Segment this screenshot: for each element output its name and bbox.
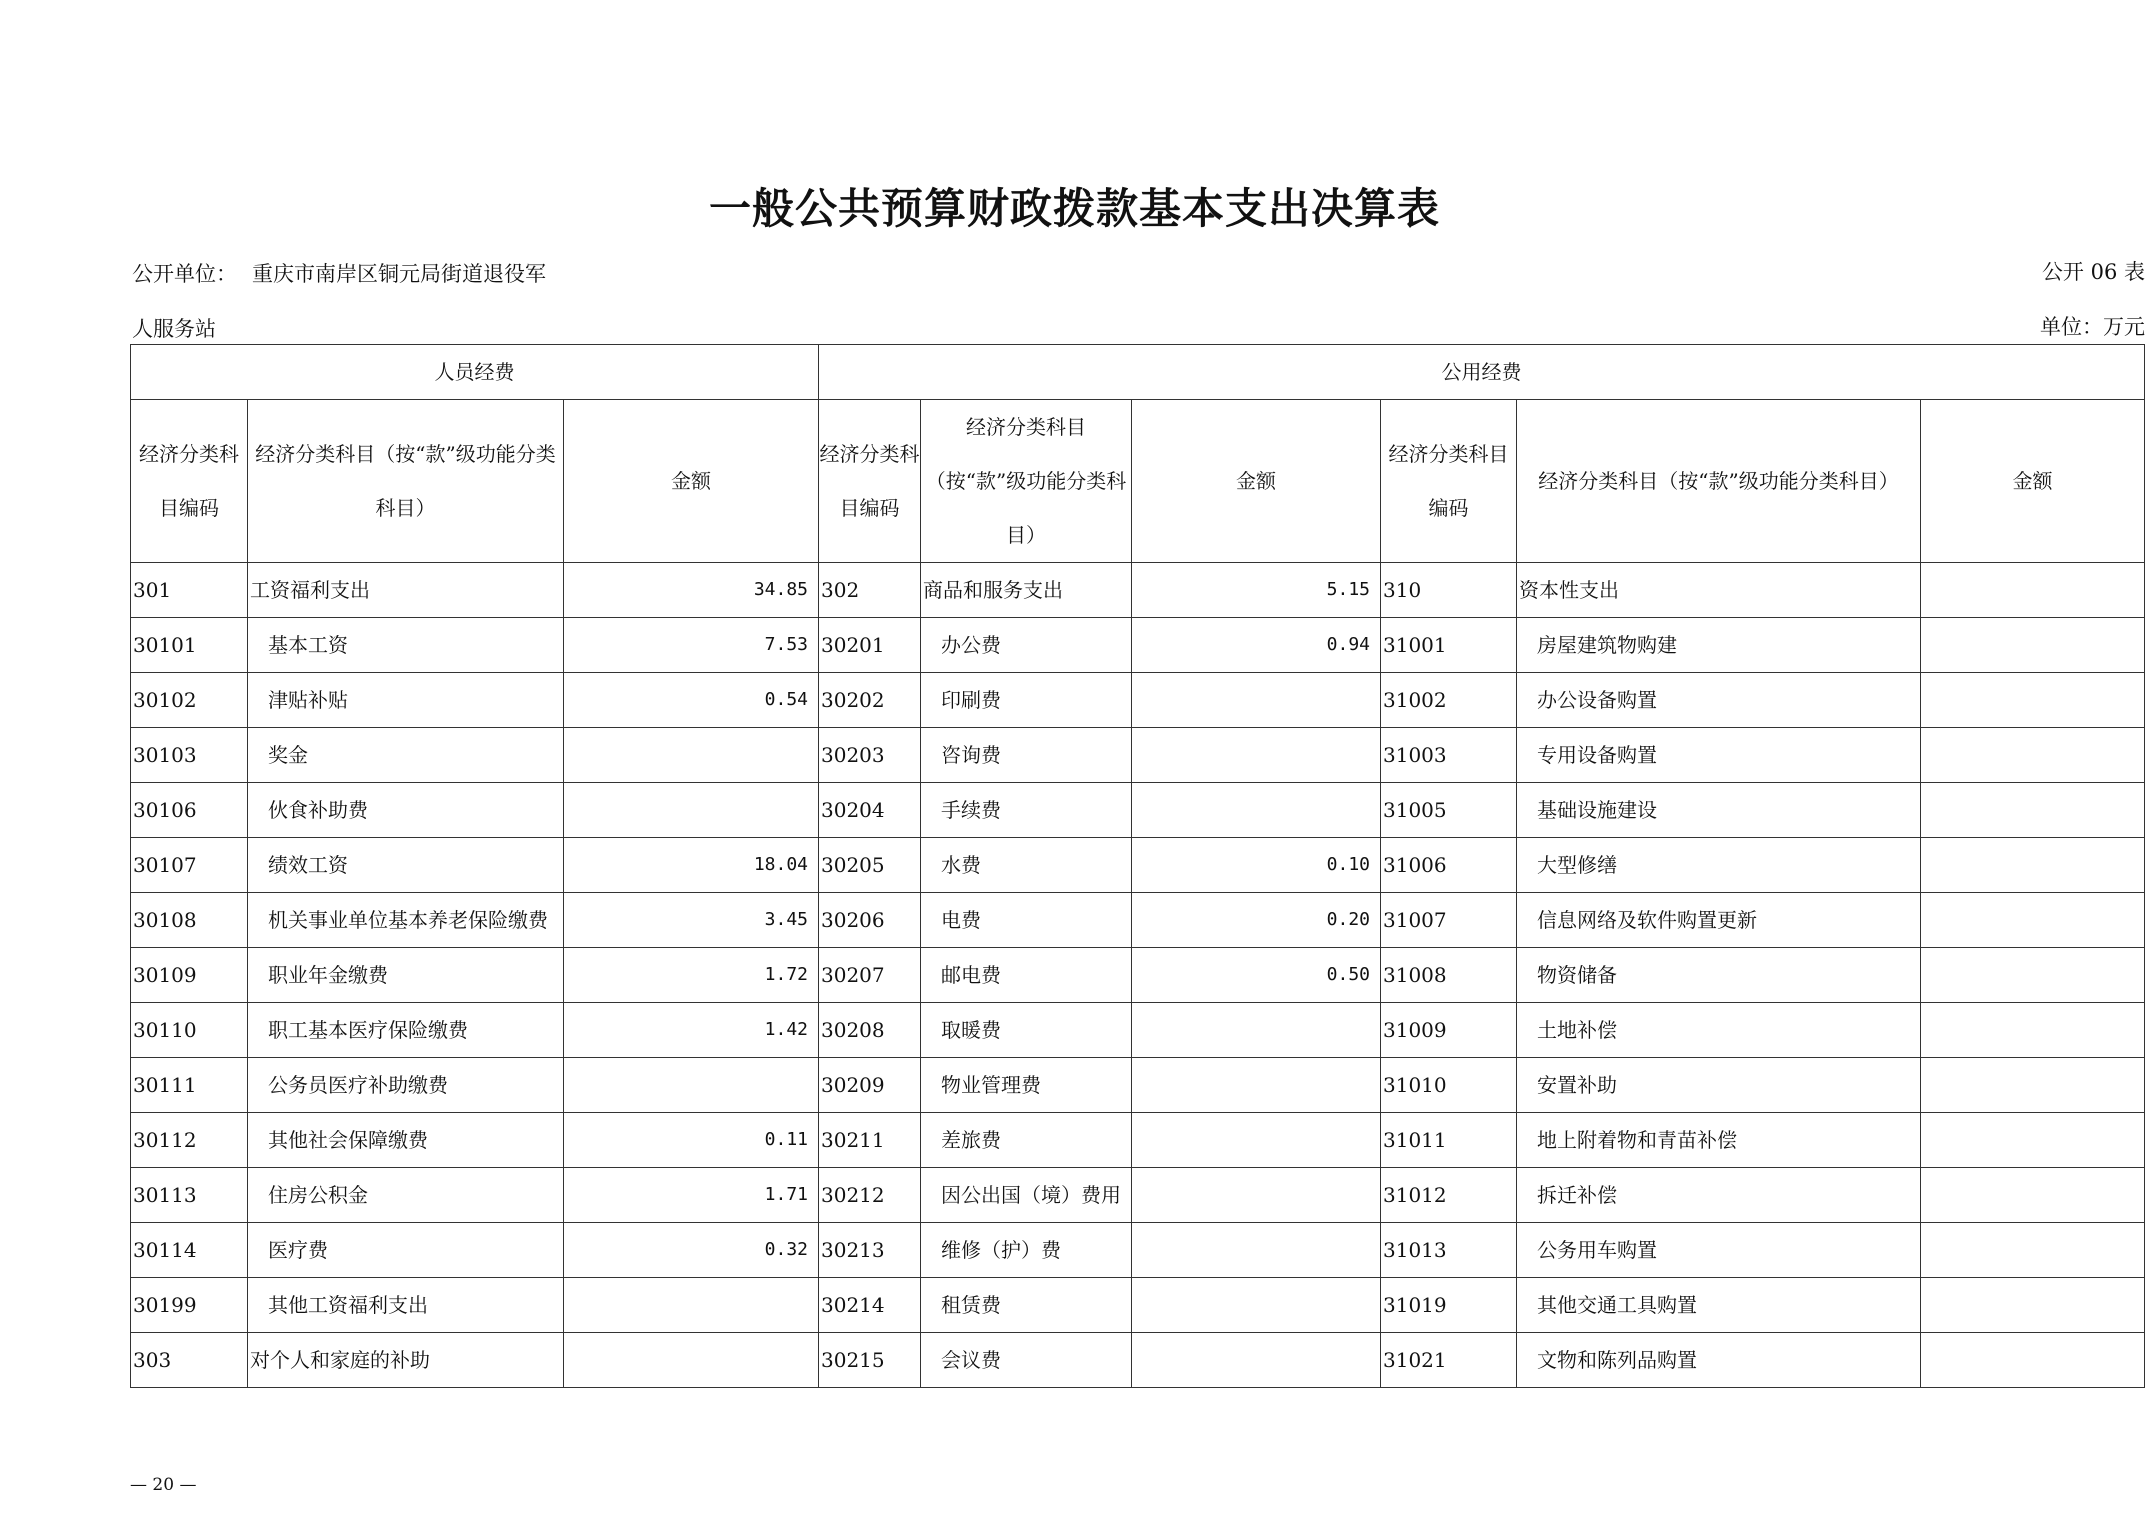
cell-personnel-name: 基本工资 bbox=[248, 618, 564, 673]
table-row bbox=[131, 948, 2145, 1003]
cell-personnel-amount bbox=[564, 783, 819, 838]
cell-personnel-code: 30107 bbox=[131, 838, 248, 893]
cell-commodity-amount: 0.94 bbox=[1132, 618, 1381, 673]
cell-personnel-code: 30109 bbox=[131, 948, 248, 1003]
cell-capital-amount bbox=[1921, 563, 2145, 618]
cell-commodity-code: 30205 bbox=[819, 838, 921, 893]
cell-personnel-code: 30106 bbox=[131, 783, 248, 838]
cell-commodity-code: 30204 bbox=[819, 783, 921, 838]
cell-capital-name: 地上附着物和青苗补偿 bbox=[1517, 1113, 1921, 1168]
cell-commodity-amount bbox=[1132, 728, 1381, 783]
cell-commodity-amount bbox=[1132, 1278, 1381, 1333]
cell-capital-name: 专用设备购置 bbox=[1517, 728, 1921, 783]
table-row bbox=[131, 838, 2145, 893]
col-personnel-name: 经济分类科目（按“款”级功能分类科目） bbox=[248, 400, 564, 563]
cell-personnel-amount: 3.45 bbox=[564, 893, 819, 948]
table-row bbox=[131, 1113, 2145, 1168]
cell-capital-name: 基础设施建设 bbox=[1517, 783, 1921, 838]
cell-capital-name: 土地补偿 bbox=[1517, 1003, 1921, 1058]
cell-commodity-amount bbox=[1132, 1168, 1381, 1223]
table-row bbox=[131, 728, 2145, 783]
cell-capital-amount bbox=[1921, 1333, 2145, 1388]
table-row bbox=[131, 893, 2145, 948]
table-row bbox=[131, 1003, 2145, 1058]
page-number: — 20 — bbox=[130, 1475, 197, 1495]
cell-personnel-code: 30199 bbox=[131, 1278, 248, 1333]
col-personnel-amount: 金额 bbox=[564, 400, 819, 563]
cell-capital-amount bbox=[1921, 783, 2145, 838]
cell-capital-code: 31008 bbox=[1381, 948, 1517, 1003]
cell-capital-code: 31021 bbox=[1381, 1333, 1517, 1388]
cell-commodity-code: 30213 bbox=[819, 1223, 921, 1278]
cell-capital-amount bbox=[1921, 1168, 2145, 1223]
cell-capital-name: 文物和陈列品购置 bbox=[1517, 1333, 1921, 1388]
cell-commodity-code: 30207 bbox=[819, 948, 921, 1003]
cell-commodity-amount: 0.20 bbox=[1132, 893, 1381, 948]
cell-capital-code: 31013 bbox=[1381, 1223, 1517, 1278]
table-row bbox=[131, 1223, 2145, 1278]
cell-personnel-amount: 0.32 bbox=[564, 1223, 819, 1278]
page-title: 一般公共预算财政拨款基本支出决算表 bbox=[708, 184, 1440, 233]
table-row bbox=[131, 563, 2145, 618]
cell-commodity-name: 差旅费 bbox=[921, 1113, 1132, 1168]
cell-commodity-amount: 5.15 bbox=[1132, 563, 1381, 618]
cell-personnel-code: 30108 bbox=[131, 893, 248, 948]
cell-capital-name: 大型修缮 bbox=[1517, 838, 1921, 893]
cell-personnel-code: 30102 bbox=[131, 673, 248, 728]
cell-capital-name: 资本性支出 bbox=[1517, 563, 1921, 618]
cell-commodity-amount bbox=[1132, 1113, 1381, 1168]
cell-personnel-code: 30113 bbox=[131, 1168, 248, 1223]
cell-commodity-code: 30211 bbox=[819, 1113, 921, 1168]
cell-personnel-amount bbox=[564, 1058, 819, 1113]
table-row bbox=[131, 673, 2145, 728]
cell-capital-amount bbox=[1921, 618, 2145, 673]
cell-personnel-name: 对个人和家庭的补助 bbox=[248, 1333, 564, 1388]
cell-personnel-amount: 1.72 bbox=[564, 948, 819, 1003]
cell-personnel-amount bbox=[564, 1278, 819, 1333]
cell-personnel-code: 30110 bbox=[131, 1003, 248, 1058]
cell-personnel-amount: 0.54 bbox=[564, 673, 819, 728]
cell-commodity-name: 印刷费 bbox=[921, 673, 1132, 728]
cell-personnel-name: 工资福利支出 bbox=[248, 563, 564, 618]
col-capital-name: 经济分类科目（按“款”级功能分类科目） bbox=[1517, 400, 1921, 563]
cell-capital-amount bbox=[1921, 1058, 2145, 1113]
cell-capital-code: 31011 bbox=[1381, 1113, 1517, 1168]
cell-commodity-code: 302 bbox=[819, 563, 921, 618]
unit-name: 重庆市南岸区铜元局街道退役军 bbox=[252, 262, 546, 286]
cell-commodity-amount bbox=[1132, 673, 1381, 728]
cell-capital-name: 其他交通工具购置 bbox=[1517, 1278, 1921, 1333]
cell-commodity-name: 水费 bbox=[921, 838, 1132, 893]
cell-personnel-name: 机关事业单位基本养老保险缴费 bbox=[248, 893, 564, 948]
group-public: 公用经费 bbox=[819, 345, 2145, 400]
cell-commodity-amount bbox=[1132, 1333, 1381, 1388]
cell-personnel-amount: 34.85 bbox=[564, 563, 819, 618]
cell-personnel-name: 住房公积金 bbox=[248, 1168, 564, 1223]
cell-personnel-code: 30114 bbox=[131, 1223, 248, 1278]
cell-personnel-name: 绩效工资 bbox=[248, 838, 564, 893]
cell-capital-name: 信息网络及软件购置更新 bbox=[1517, 893, 1921, 948]
cell-commodity-amount: 0.10 bbox=[1132, 838, 1381, 893]
cell-personnel-name: 奖金 bbox=[248, 728, 564, 783]
cell-commodity-name: 咨询费 bbox=[921, 728, 1132, 783]
table-row bbox=[131, 618, 2145, 673]
col-capital-amount: 金额 bbox=[1921, 400, 2145, 563]
cell-commodity-name: 维修（护）费 bbox=[921, 1223, 1132, 1278]
cell-commodity-code: 30202 bbox=[819, 673, 921, 728]
column-header-row bbox=[131, 400, 2145, 563]
cell-capital-code: 31003 bbox=[1381, 728, 1517, 783]
expenditure-table bbox=[130, 344, 2145, 1388]
cell-commodity-code: 30215 bbox=[819, 1333, 921, 1388]
unit-label: 公开单位： bbox=[132, 262, 237, 286]
cell-personnel-name: 公务员医疗补助缴费 bbox=[248, 1058, 564, 1113]
cell-personnel-code: 301 bbox=[131, 563, 248, 618]
group-header-row bbox=[131, 345, 2145, 400]
table-row bbox=[131, 1333, 2145, 1388]
cell-commodity-name: 邮电费 bbox=[921, 948, 1132, 1003]
cell-personnel-amount bbox=[564, 1333, 819, 1388]
cell-capital-code: 31002 bbox=[1381, 673, 1517, 728]
cell-personnel-amount: 7.53 bbox=[564, 618, 819, 673]
unit-name-continued: 人服务站 bbox=[132, 317, 216, 341]
cell-commodity-name: 手续费 bbox=[921, 783, 1132, 838]
cell-capital-name: 拆迁补偿 bbox=[1517, 1168, 1921, 1223]
cell-commodity-name: 办公费 bbox=[921, 618, 1132, 673]
cell-commodity-amount: 0.50 bbox=[1132, 948, 1381, 1003]
cell-commodity-name: 租赁费 bbox=[921, 1278, 1132, 1333]
col-commodity-amount: 金额 bbox=[1132, 400, 1381, 563]
table-row bbox=[131, 783, 2145, 838]
col-capital-code: 经济分类科目编码 bbox=[1381, 400, 1517, 563]
cell-capital-code: 31019 bbox=[1381, 1278, 1517, 1333]
col-commodity-code: 经济分类科目编码 bbox=[819, 400, 921, 563]
cell-personnel-name: 医疗费 bbox=[248, 1223, 564, 1278]
cell-personnel-code: 303 bbox=[131, 1333, 248, 1388]
col-personnel-code: 经济分类科目编码 bbox=[131, 400, 248, 563]
cell-capital-amount bbox=[1921, 1113, 2145, 1168]
cell-capital-code: 31006 bbox=[1381, 838, 1517, 893]
cell-commodity-name: 因公出国（境）费用 bbox=[921, 1168, 1132, 1223]
cell-capital-code: 31005 bbox=[1381, 783, 1517, 838]
cell-capital-code: 31001 bbox=[1381, 618, 1517, 673]
table-row bbox=[131, 1058, 2145, 1113]
cell-capital-amount bbox=[1921, 893, 2145, 948]
cell-personnel-name: 其他社会保障缴费 bbox=[248, 1113, 564, 1168]
col-commodity-name: 经济分类科目（按“款”级功能分类科目） bbox=[921, 400, 1132, 563]
cell-commodity-code: 30208 bbox=[819, 1003, 921, 1058]
cell-commodity-code: 30212 bbox=[819, 1168, 921, 1223]
cell-commodity-code: 30206 bbox=[819, 893, 921, 948]
cell-commodity-name: 取暖费 bbox=[921, 1003, 1132, 1058]
cell-commodity-code: 30201 bbox=[819, 618, 921, 673]
cell-commodity-name: 物业管理费 bbox=[921, 1058, 1132, 1113]
cell-personnel-name: 职业年金缴费 bbox=[248, 948, 564, 1003]
table-row bbox=[131, 1278, 2145, 1333]
form-number: 公开 06 表 bbox=[2041, 260, 2145, 284]
cell-personnel-code: 30103 bbox=[131, 728, 248, 783]
cell-commodity-amount bbox=[1132, 1058, 1381, 1113]
cell-personnel-amount: 1.71 bbox=[564, 1168, 819, 1223]
cell-capital-code: 31010 bbox=[1381, 1058, 1517, 1113]
cell-personnel-name: 伙食补助费 bbox=[248, 783, 564, 838]
cell-capital-amount bbox=[1921, 1223, 2145, 1278]
cell-capital-code: 31009 bbox=[1381, 1003, 1517, 1058]
cell-personnel-code: 30101 bbox=[131, 618, 248, 673]
cell-capital-code: 310 bbox=[1381, 563, 1517, 618]
cell-personnel-name: 职工基本医疗保险缴费 bbox=[248, 1003, 564, 1058]
cell-personnel-name: 其他工资福利支出 bbox=[248, 1278, 564, 1333]
cell-capital-name: 房屋建筑物购建 bbox=[1517, 618, 1921, 673]
cell-capital-name: 物资储备 bbox=[1517, 948, 1921, 1003]
cell-personnel-amount: 1.42 bbox=[564, 1003, 819, 1058]
cell-commodity-name: 商品和服务支出 bbox=[921, 563, 1132, 618]
cell-personnel-name: 津贴补贴 bbox=[248, 673, 564, 728]
money-unit: 单位：万元 bbox=[2040, 315, 2145, 339]
cell-capital-code: 31012 bbox=[1381, 1168, 1517, 1223]
cell-capital-amount bbox=[1921, 673, 2145, 728]
cell-commodity-amount bbox=[1132, 1003, 1381, 1058]
cell-capital-name: 办公设备购置 bbox=[1517, 673, 1921, 728]
cell-commodity-name: 电费 bbox=[921, 893, 1132, 948]
cell-capital-amount bbox=[1921, 948, 2145, 1003]
cell-commodity-code: 30203 bbox=[819, 728, 921, 783]
cell-capital-amount bbox=[1921, 838, 2145, 893]
cell-capital-code: 31007 bbox=[1381, 893, 1517, 948]
cell-commodity-amount bbox=[1132, 1223, 1381, 1278]
group-personnel: 人员经费 bbox=[131, 345, 819, 400]
cell-capital-amount bbox=[1921, 1003, 2145, 1058]
cell-commodity-code: 30214 bbox=[819, 1278, 921, 1333]
cell-capital-name: 公务用车购置 bbox=[1517, 1223, 1921, 1278]
cell-personnel-code: 30112 bbox=[131, 1113, 248, 1168]
cell-personnel-code: 30111 bbox=[131, 1058, 248, 1113]
cell-commodity-name: 会议费 bbox=[921, 1333, 1132, 1388]
cell-capital-name: 安置补助 bbox=[1517, 1058, 1921, 1113]
cell-personnel-amount: 0.11 bbox=[564, 1113, 819, 1168]
cell-commodity-code: 30209 bbox=[819, 1058, 921, 1113]
table-row bbox=[131, 1168, 2145, 1223]
cell-personnel-amount bbox=[564, 728, 819, 783]
cell-capital-amount bbox=[1921, 1278, 2145, 1333]
cell-capital-amount bbox=[1921, 728, 2145, 783]
cell-personnel-amount: 18.04 bbox=[564, 838, 819, 893]
cell-commodity-amount bbox=[1132, 783, 1381, 838]
